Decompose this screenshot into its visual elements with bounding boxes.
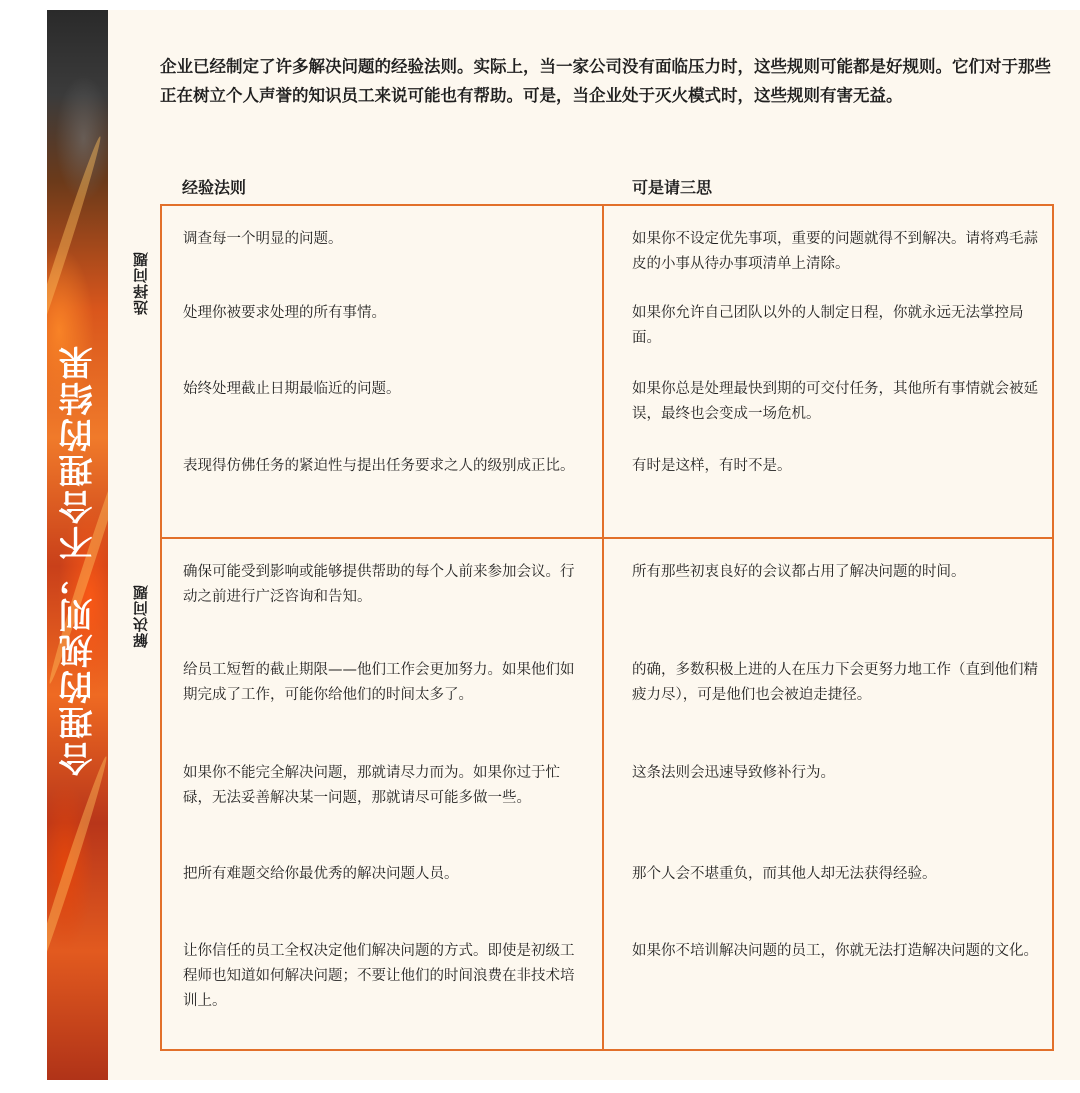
side-title: 合理的规则，不合理的结果 [58, 344, 99, 776]
column-header-rules: 经验法则 [182, 178, 247, 197]
caveat-solve-1: 所有那些初衷良好的会议都占用了解决问题的时间。 [632, 564, 966, 580]
section-label-choose: 选择问题 [131, 251, 150, 315]
column-divider [602, 206, 604, 1049]
page [47, 10, 1080, 1080]
caveat-choose-3: 如果你总是处理最快到期的可交付任务，其他所有事情就会被延误，最终也会变成一场危机。 [632, 381, 1038, 422]
column-header-caveats: 可是请三思 [632, 178, 713, 197]
rule-solve-1: 确保可能受到影响或能够提供帮助的每个人前来参加会议。行动之前进行广泛咨询和告知。 [183, 564, 575, 605]
rule-solve-5: 让你信任的员工全权决定他们解决问题的方式。即使是初级工程师也知道如何解决问题；不要让他们的时间浪费在非技术培训上。 [183, 943, 575, 1009]
caveat-solve-3: 这条法则会迅速导致修补行为。 [632, 765, 835, 781]
section-label-solve: 解决问题 [131, 584, 150, 648]
rule-solve-3: 如果你不能完全解决问题，那就请尽力而为。如果你过于忙碌，无法妥善解决某一问题，那就请尽可能多做一些。 [183, 765, 560, 806]
caveat-choose-4: 有时是这样，有时不是。 [632, 458, 792, 474]
intro-paragraph: 企业已经制定了许多解决问题的经验法则。实际上，当一家公司没有面临压力时，这些规则可能都是好规则。它们对于那些正在树立个人声誉的知识员工来说可能也有帮助。可是，当企业处于灭火模式时，这些规则有害无益。 [160, 57, 1051, 105]
caveat-solve-4: 那个人会不堪重负，而其他人却无法获得经验。 [632, 866, 937, 882]
rule-choose-3: 始终处理截止日期最临近的问题。 [183, 381, 401, 397]
rule-choose-4: 表现得仿佛任务的紧迫性与提出任务要求之人的级别成正比。 [183, 458, 575, 474]
rules-table [160, 204, 1054, 1051]
side-banner-image [47, 10, 108, 1080]
caveat-choose-1: 如果你不设定优先事项，重要的问题就得不到解决。请将鸡毛蒜皮的小事从待办事项清单上清除。 [632, 231, 1038, 272]
rule-solve-4: 把所有难题交给你最优秀的解决问题人员。 [183, 866, 459, 882]
caveat-solve-5: 如果你不培训解决问题的员工，你就无法打造解决问题的文化。 [632, 943, 1038, 959]
section-divider [162, 537, 1052, 539]
caveat-solve-2: 的确，多数积极上进的人在压力下会更努力地工作（直到他们精疲力尽），可是他们也会被迫走捷径。 [632, 662, 1038, 703]
rule-choose-2: 处理你被要求处理的所有事情。 [183, 305, 386, 321]
caveat-choose-2: 如果你允许自己团队以外的人制定日程，你就永远无法掌控局面。 [632, 305, 1024, 346]
rule-solve-2: 给员工短暂的截止期限——他们工作会更加努力。如果他们如期完成了工作，可能你给他们的时间太多了。 [183, 662, 575, 703]
rule-choose-1: 调查每一个明显的问题。 [183, 231, 343, 247]
